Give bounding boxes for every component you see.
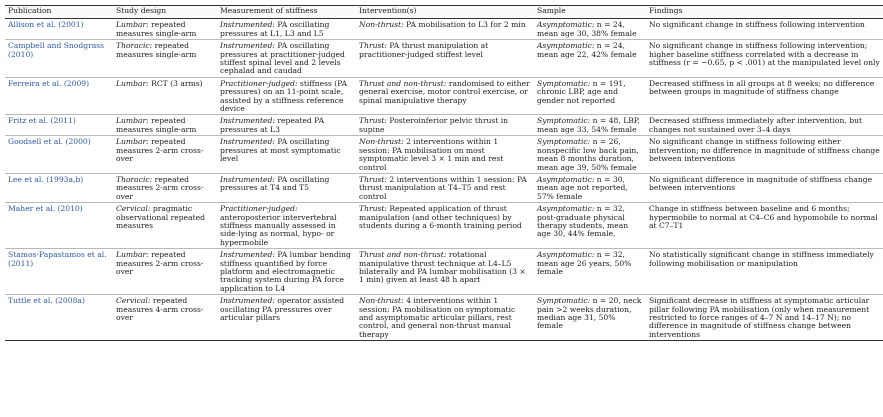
study-design-cell (113, 249, 217, 295)
sample-cell (534, 173, 646, 202)
publication-cell (5, 136, 113, 174)
measurement-text: stiffness (PA pressures) on an 11-point scale, assisted by a stiffness reference device (220, 78, 348, 114)
publication-link[interactable]: Tuttle et al. (2008a) (8, 296, 85, 306)
intervention-cell (356, 19, 534, 40)
findings-cell: No significant change in stiffness following either intervention; no difference in magnitude of stiffness change between interventions (646, 136, 883, 174)
design-region-label: Thoracic: (116, 41, 153, 51)
publication-link[interactable]: Goodsell et al. (2000) (8, 137, 91, 147)
sample-text: n = 191, chronic LBP, age and gender not reported (537, 78, 626, 105)
sample-type-label: Symptomatic: (537, 116, 591, 126)
measurement-type-label: Instrumented: (220, 116, 275, 126)
measurement-cell (217, 77, 356, 115)
measurement-text: PA oscillating pressures at L1, L3 and L5 (220, 20, 330, 38)
publication-link[interactable]: Maher et al. (2010) (8, 204, 83, 214)
measurement-text: operator assisted oscillating PA pressures over articular pillars (220, 296, 345, 322)
design-text: repeated measures 2-arm cross-over (116, 250, 204, 276)
publication-link[interactable]: Campbell and Snodgrass (2010) (8, 41, 105, 59)
design-text: pragmatic observational repeated measures (116, 204, 205, 230)
sample-text: n = 48, LBP, mean age 33, 54% female (537, 116, 640, 134)
publication-link[interactable]: Ferreira et al. (2009) (8, 78, 90, 88)
measurement-type-label: Instrumented: (220, 250, 275, 260)
publication-cell (5, 19, 113, 40)
publication-cell (5, 77, 113, 115)
header-measurement: Measurement of stiffness (217, 6, 356, 19)
intervention-cell (356, 77, 534, 115)
design-text: repeated measures 2-arm cross-over (116, 174, 204, 201)
sample-cell (534, 295, 646, 341)
sample-cell (534, 19, 646, 40)
intervention-cell (356, 173, 534, 202)
intervention-cell (356, 136, 534, 174)
sample-text: n = 32, post-graduate physical therapy students, mean age 30, 44% female, (537, 204, 629, 239)
intervention-text: 2 interventions within 1 session: PA mobilisation on most symptomatic level 3 × 1 min and rest control (359, 137, 504, 172)
study-design-cell (113, 173, 217, 202)
design-region-label: Lumbar: (116, 250, 149, 260)
measurement-cell (217, 19, 356, 40)
design-region-label: Lumbar: (116, 78, 149, 88)
design-text: repeated measures 4-arm cross-over (116, 296, 204, 322)
study-design-cell (113, 295, 217, 341)
study-design-cell (113, 136, 217, 174)
measurement-text: PA oscillating pressures at T4 and T5 (220, 174, 330, 193)
intervention-cell (356, 115, 534, 136)
measurement-cell (217, 115, 356, 136)
measurement-type-label: Practitioner-judged: (220, 78, 298, 88)
sample-cell (534, 40, 646, 78)
table-row (5, 249, 883, 295)
design-region-label: Lumbar: (116, 20, 149, 30)
publication-cell (5, 203, 113, 249)
intervention-text: PA mobilisation to L3 for 2 min (403, 20, 526, 30)
design-region-label: Lumbar: (116, 137, 149, 147)
measurement-text: repeated PA pressures at L3 (220, 116, 325, 134)
findings-cell: Decreased stiffness immediately after intervention, but changes not sustained over 3–4 days (646, 115, 883, 136)
table-body (5, 19, 883, 341)
intervention-type-label: Thrust: (359, 41, 387, 51)
intervention-type-label: Non-thrust: (359, 137, 404, 147)
measurement-text: PA lumbar bending stiffness quantified by force platform and electromagnetic tracking system during PA force application to L4 (220, 250, 351, 293)
intervention-cell (356, 40, 534, 78)
table-row (5, 40, 883, 78)
publication-cell (5, 40, 113, 78)
findings-cell: Decreased stiffness in all groups at 8 weeks; no difference between groups in magnitude of stiffness change (646, 77, 883, 115)
measurement-text: PA oscillating pressures at practitioner-judged stiffest spinal level and 2 levels cephalad and caudad (220, 41, 345, 76)
publication-link[interactable]: Allison et al. (2001) (8, 20, 84, 30)
header-row (5, 6, 883, 19)
header-study-design: Study design (113, 6, 217, 19)
sample-cell (534, 203, 646, 249)
measurement-cell (217, 40, 356, 78)
sample-text: n = 32, mean age 26 years, 50% female (537, 250, 632, 276)
measurement-text: anteroposterior intervertebral stiffness manually assessed in side-lying as normal, hypo- or hypermobile (220, 212, 337, 247)
intervention-type-label: Thrust and non-thrust: (359, 250, 447, 260)
sample-type-label: Asymptomatic: (537, 204, 595, 214)
header-sample: Sample (534, 6, 646, 19)
intervention-type-label: Non-thrust: (359, 20, 404, 30)
sample-text: n = 30, mean age not reported, 57% female (537, 174, 628, 201)
intervention-text: 4 interventions within 1 session: PA mobilisation on symptomatic and asymptomatic articular pillars, rest control, and general non-thrust manual therapy (359, 296, 516, 339)
studies-table (5, 5, 883, 341)
sample-type-label: Symptomatic: (537, 78, 591, 88)
intervention-text: rotational manipulative thrust technique at L4–L5 bilaterally and PA lumbar mobilisation (3 × 1 min) given at least 48 h apart (359, 250, 526, 285)
measurement-type-label: Instrumented: (220, 174, 275, 184)
findings-cell: Significant decrease in stiffness at symptomatic articular pillar following PA mobilisation (only when measurement restricted to force ranges of 4–7 N and 14–17 N); no difference in magnitude of stiffness change between interventions (646, 295, 883, 341)
sample-type-label: Asymptomatic: (537, 20, 595, 30)
sample-type-label: Symptomatic: (537, 296, 591, 306)
publication-link[interactable]: Lee et al. (1993a,b) (8, 174, 84, 184)
table-row (5, 77, 883, 115)
measurement-type-label: Practitioner-judged: (220, 204, 298, 214)
study-design-cell (113, 19, 217, 40)
table-row (5, 295, 883, 341)
measurement-cell (217, 249, 356, 295)
intervention-text: PA thrust manipulation at practitioner-judged stiffest level (359, 41, 489, 59)
sample-cell (534, 77, 646, 115)
intervention-cell (356, 203, 534, 249)
publication-cell (5, 115, 113, 136)
header-publication: Publication (5, 6, 113, 19)
table-row (5, 115, 883, 136)
sample-text: n = 24, mean age 30, 38% female (537, 20, 637, 38)
design-region-label: Cervical: (116, 296, 151, 306)
publication-link[interactable]: Stamos-Papastamos et al. (2011) (8, 250, 107, 268)
sample-type-label: Symptomatic: (537, 137, 591, 147)
design-region-label: Lumbar: (116, 116, 149, 126)
intervention-text: randomised to either general exercise, motor control exercise, or spinal manipulative therapy (359, 78, 530, 105)
study-design-cell (113, 115, 217, 136)
findings-cell: No significant difference in magnitude of stiffness change between interventions (646, 173, 883, 202)
table-row (5, 136, 883, 174)
measurement-cell (217, 295, 356, 341)
intervention-cell (356, 249, 534, 295)
sample-type-label: Asymptomatic: (537, 250, 595, 260)
measurement-type-label: Instrumented: (220, 20, 275, 30)
publication-link[interactable]: Fritz et al. (2011) (8, 116, 76, 126)
sample-text: n = 20, neck pain >2 weeks duration, median age 31, 50% female (537, 296, 642, 331)
study-design-cell (113, 40, 217, 78)
table-row (5, 203, 883, 249)
design-region-label: Thoracic: (116, 174, 153, 184)
header-findings: Findings (646, 6, 883, 19)
intervention-type-label: Thrust: (359, 116, 387, 126)
table-row (5, 19, 883, 40)
design-text: RCT (3 arms) (148, 78, 203, 88)
publication-cell (5, 295, 113, 341)
study-design-cell (113, 77, 217, 115)
sample-type-label: Asymptomatic: (537, 41, 595, 51)
measurement-type-label: Instrumented: (220, 41, 275, 51)
intervention-text: 2 interventions within 1 session: PA thrust manipulation at T4–T5 and rest control (359, 174, 527, 201)
publication-cell (5, 173, 113, 202)
table-header (5, 6, 883, 19)
findings-cell: No significant change in stiffness following intervention (646, 19, 883, 40)
measurement-cell (217, 173, 356, 202)
measurement-cell (217, 203, 356, 249)
findings-cell: Change in stiffness between baseline and 6 months; hypermobile to normal at C4–C6 and hypomobile to normal at C7–T1 (646, 203, 883, 249)
design-text: repeated measures 2-arm cross-over (116, 137, 204, 164)
intervention-type-label: Non-thrust: (359, 296, 404, 306)
intervention-cell (356, 295, 534, 341)
intervention-type-label: Thrust and non-thrust: (359, 78, 447, 88)
intervention-type-label: Thrust: (359, 174, 387, 184)
sample-cell (534, 136, 646, 174)
measurement-text: PA oscillating pressures at most symptomatic level (220, 137, 341, 164)
study-design-cell (113, 203, 217, 249)
intervention-text: Posteroinferior pelvic thrust in supine (359, 116, 509, 134)
sample-cell (534, 249, 646, 295)
intervention-text: Repeated application of thrust manipulation (and other techniques) by students during a 6-month training period (359, 204, 522, 230)
sample-text: n = 24, mean age 22, 42% female (537, 41, 637, 59)
measurement-type-label: Instrumented: (220, 296, 275, 306)
design-text: repeated measures single-arm (116, 41, 197, 59)
findings-cell: No statistically significant change in stiffness immediately following mobilisation or manipulation (646, 249, 883, 295)
publication-cell (5, 249, 113, 295)
measurement-type-label: Instrumented: (220, 137, 275, 147)
design-region-label: Cervical: (116, 204, 151, 214)
sample-cell (534, 115, 646, 136)
measurement-cell (217, 136, 356, 174)
sample-text: n = 26, nonspecific low back pain, mean 8 months duration, mean age 39, 50% female (537, 137, 639, 172)
header-interventions: Intervention(s) (356, 6, 534, 19)
design-text: repeated measures single-arm (116, 116, 197, 134)
findings-cell: No significant change in stiffness following intervention; higher baseline stiffness correlated with a decrease in stiffness (r = −0.65, p < .001) at the manipulated level only (646, 40, 883, 78)
table-row (5, 173, 883, 202)
intervention-type-label: Thrust: (359, 204, 387, 214)
sample-type-label: Asymptomatic: (537, 174, 595, 184)
design-text: repeated measures single-arm (116, 20, 197, 38)
